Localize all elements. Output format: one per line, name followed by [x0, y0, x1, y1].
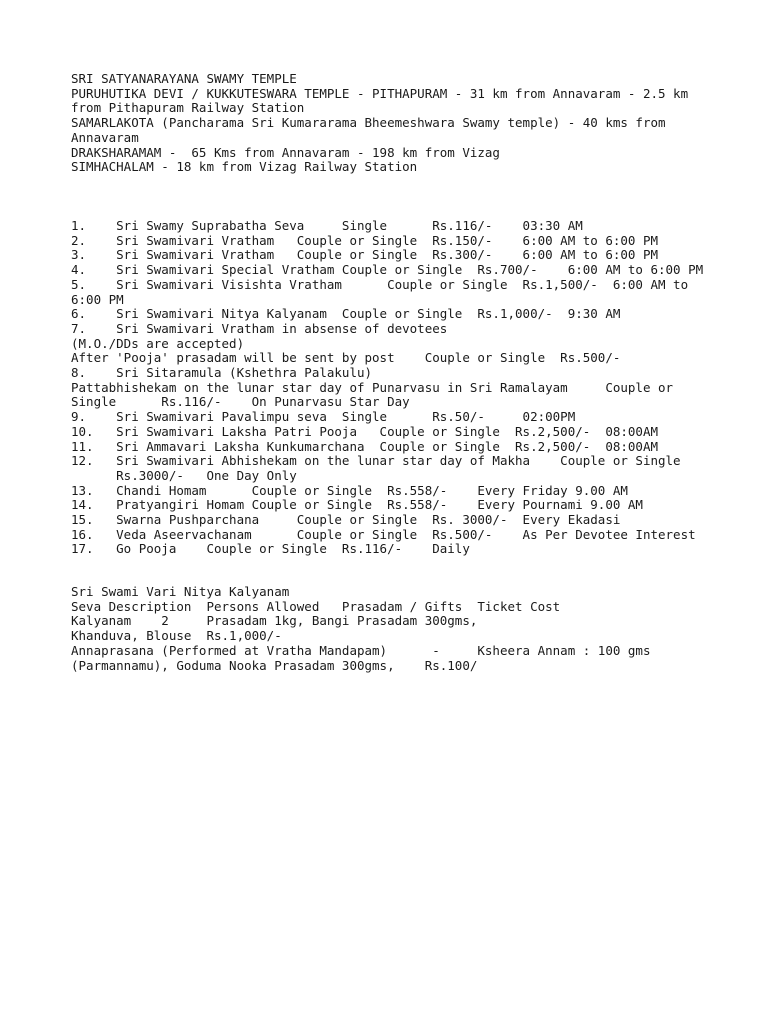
text-line: PURUHUTIKA DEVI / KUKKUTESWARA TEMPLE - PITHAPURAM - 31 km from Annavaram - 2.5 km [71, 85, 689, 101]
seva-line: 1. Sri Swamy Suprabatha Seva Single Rs.116/- 03:30 AM [71, 218, 583, 233]
text-line: (Parmannamu), Goduma Nooka Prasadam 300gms, Rs.100/ [71, 657, 478, 673]
seva-line: 3. Sri Swamivari Vratham Couple or Single Rs.300/- 6:00 AM to 6:00 PM [71, 247, 658, 263]
temple-locations-section [71, 72, 688, 175]
text-line: SIMHACHALAM - 18 km from Vizag Railway Station [71, 159, 418, 175]
seva-line: 15. Swarna Pushparchana Couple or Single Rs. 3000/- Every Ekadasi [71, 512, 621, 528]
seva-line: After 'Pooja' prasadam will be sent by post Couple or Single Rs.500/- [71, 350, 621, 366]
seva-line: Single Rs.116/- On Punarvasu Star Day [71, 394, 410, 410]
seva-line: 9. Sri Swamivari Pavalimpu seva Single Rs.50/- 02:00PM [71, 409, 576, 425]
text-line: Khanduva, Blouse Rs.1,000/- [71, 628, 282, 644]
nitya-kalyanam-section [71, 585, 650, 673]
seva-line: 17. Go Pooja Couple or Single Rs.116/- Daily [71, 541, 470, 557]
table-header-line: Seva Description Persons Allowed Prasadam / Gifts Ticket Cost [71, 598, 561, 614]
seva-line: (M.O./DDs are accepted) [71, 335, 245, 351]
text-line: DRAKSHARAMAM - 65 Kms from Annavaram - 198 km from Vizag [71, 144, 500, 160]
seva-line: 14. Pratyangiri Homam Couple or Single Rs.558/- Every Pournami 9.00 AM [71, 497, 643, 513]
section-heading: Sri Swami Vari Nitya Kalyanam [71, 584, 290, 599]
seva-line: 6:00 PM [71, 291, 124, 307]
text-line: Annaprasana (Performed at Vratha Mandapam) - Ksheera Annam : 100 gms [71, 642, 651, 658]
text-line: SAMARLAKOTA (Pancharama Sri Kumararama Bheemeshwara Swamy temple) - 40 kms from [71, 115, 666, 131]
document-title: SRI SATYANARAYANA SWAMY TEMPLE [71, 71, 297, 86]
seva-line: 16. Veda Aseervachanam Couple or Single Rs.500/- As Per Devotee Interest [71, 526, 696, 542]
seva-line: 13. Chandi Homam Couple or Single Rs.558/- Every Friday 9.00 AM [71, 482, 628, 498]
text-line: Annavaram [71, 129, 139, 145]
seva-line: 4. Sri Swamivari Special Vratham Couple or Single Rs.700/- 6:00 AM to 6:00 PM [71, 262, 704, 278]
seva-line: 7. Sri Swamivari Vratham in absense of devotees [71, 320, 448, 336]
text-line: from Pithapuram Railway Station [71, 100, 305, 116]
seva-line: Rs.3000/- One Day Only [71, 467, 297, 483]
seva-line: Pattabhishekam on the lunar star day of Punarvasu in Sri Ramalayam Couple or [71, 379, 674, 395]
seva-line: 10. Sri Swamivari Laksha Patri Pooja Couple or Single Rs.2,500/- 08:00AM [71, 423, 658, 439]
seva-line: 6. Sri Swamivari Nitya Kalyanam Couple or Single Rs.1,000/- 9:30 AM [71, 306, 621, 322]
seva-line: 5. Sri Swamivari Visishta Vratham Couple or Single Rs.1,500/- 6:00 AM to [71, 276, 689, 292]
seva-line: 8. Sri Sitaramula (Kshethra Palakulu) [71, 365, 373, 381]
seva-line: 12. Sri Swamivari Abhishekam on the lunar star day of Makha Couple or Single [71, 453, 681, 469]
seva-line: 11. Sri Ammavari Laksha Kunkumarchana Couple or Single Rs.2,500/- 08:00AM [71, 438, 658, 454]
seva-list-section [71, 219, 703, 557]
seva-line: 2. Sri Swamivari Vratham Couple or Single Rs.150/- 6:00 AM to 6:00 PM [71, 232, 658, 248]
text-line: Kalyanam 2 Prasadam 1kg, Bangi Prasadam 300gms, [71, 613, 478, 629]
